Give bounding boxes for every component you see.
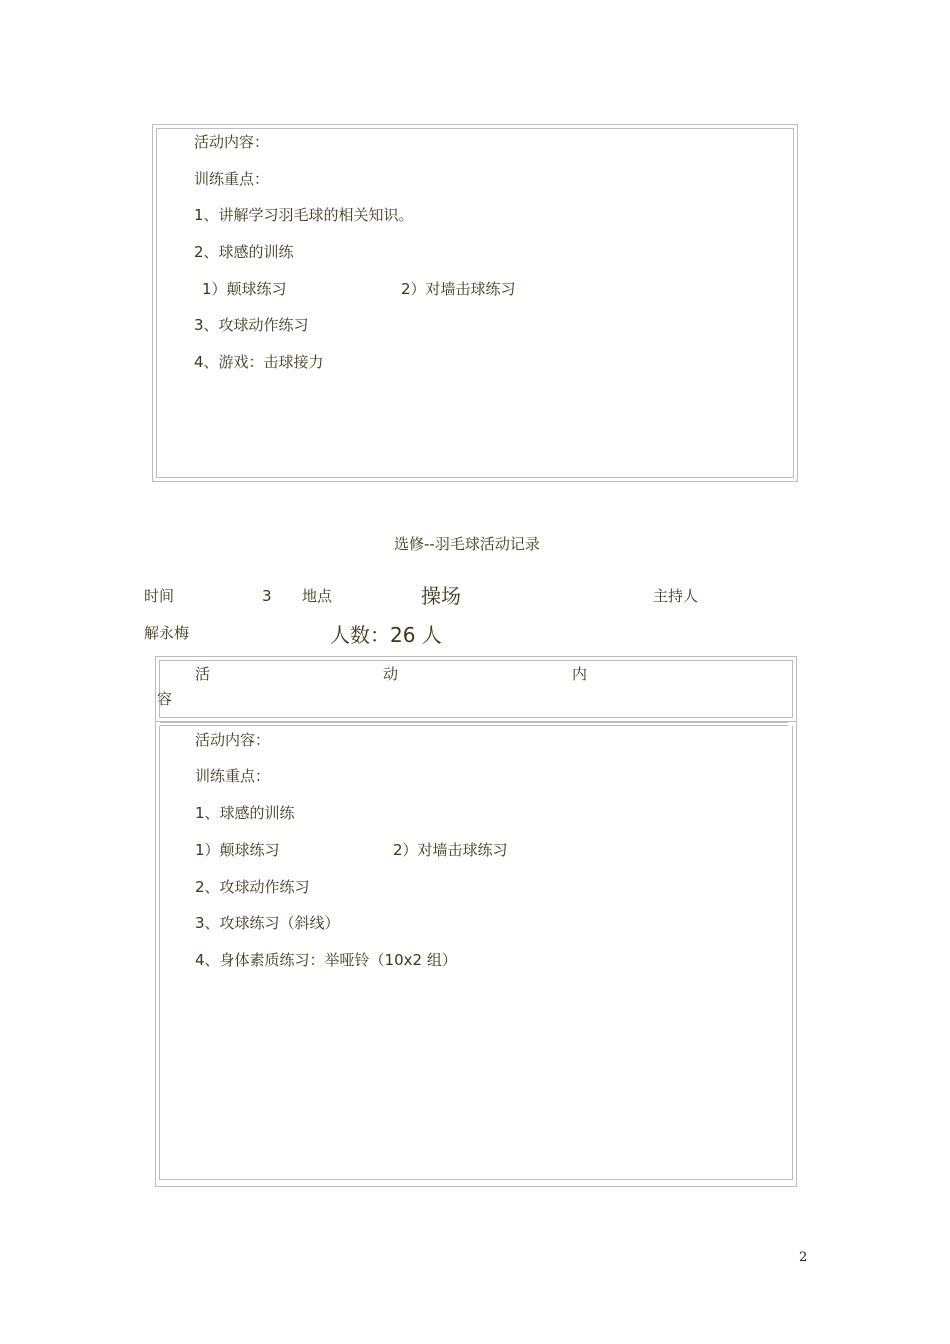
box2-line-4: 4、身体素质练习：举哑铃（10x2 组） (195, 951, 457, 969)
box1-line-2: 2、球感的训练 (194, 243, 294, 261)
participant-count: 人数：26 人 (330, 623, 442, 647)
box1-drill-a: 1）颠球练习 (202, 280, 287, 298)
host-name: 解永梅 (144, 624, 190, 642)
box1-line-3: 3、攻球动作练习 (194, 316, 309, 334)
box1-line-4: 4、游戏：击球接力 (194, 353, 324, 371)
box2-line-2: 2、攻球动作练习 (195, 878, 310, 896)
place-label: 地点 (302, 587, 333, 605)
box2-drill-b: 2）对墙击球练习 (393, 841, 508, 859)
header-char-2: 动 (383, 665, 399, 683)
box1-drill-b: 2）对墙击球练习 (401, 280, 516, 298)
box2-drill-a: 1）颠球练习 (195, 841, 280, 859)
header-char-4: 容 (157, 690, 173, 708)
activity-header-box (155, 656, 797, 722)
header-char-1: 活 (195, 665, 211, 683)
place-value: 操场 (421, 584, 461, 608)
box1-line-1: 1、讲解学习羽毛球的相关知识。 (194, 206, 414, 224)
page-number: 2 (799, 1250, 808, 1265)
box1-line-content: 活动内容： (194, 133, 270, 151)
time-value: 3 (262, 587, 272, 605)
header-char-3: 内 (572, 665, 588, 683)
activity-header-inner (159, 660, 793, 718)
box2-line-content: 活动内容： (195, 731, 271, 749)
box1-line-focus: 训练重点： (194, 170, 270, 188)
box2-line-3: 3、攻球练习（斜线） (195, 914, 340, 932)
box2-line-focus: 训练重点： (195, 767, 271, 785)
record-title: 选修--羽毛球活动记录 (394, 535, 540, 553)
host-label: 主持人 (653, 587, 699, 605)
time-label: 时间 (144, 587, 175, 605)
box2-line-1: 1、球感的训练 (195, 804, 295, 822)
